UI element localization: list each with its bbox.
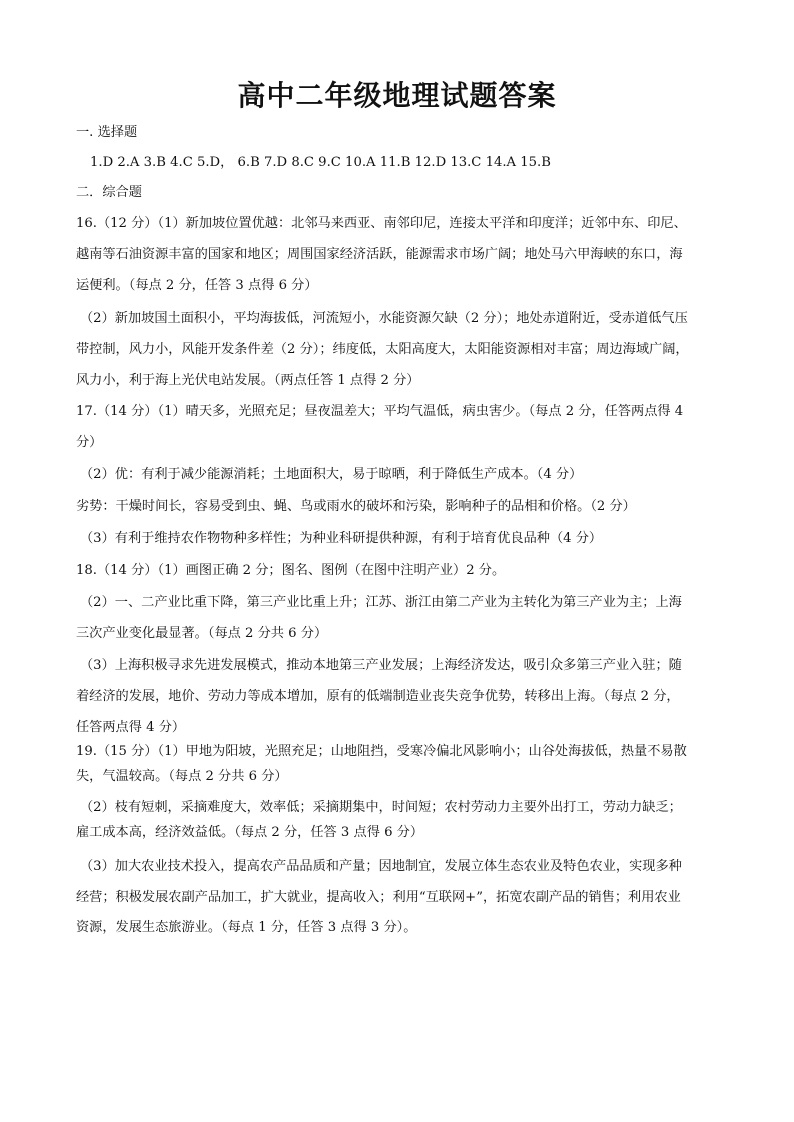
answer-line: （2）一、二产业比重下降，第三产业比重上升；江苏、浙江由第二产业为主转化为第三产业为主；上海 (80, 595, 682, 610)
section-heading-comprehensive: 二．综合题 (76, 185, 142, 200)
answer-line: 着经济的发展，地价、劳动力等成本增加，原有的低端制造业丧失竞争优势，转移出上海。（每点 2 分， (76, 689, 680, 704)
answer-line: 风力小，利于海上光伏电站发展。（两点任答 1 点得 2 分） (76, 373, 420, 388)
answer-line: 18.（14 分）（1）画图正确 2 分；图名、图例（在图中注明产业）2 分。 (76, 563, 506, 578)
answer-line: 运便利。（每点 2 分，任答 3 点得 6 分） (76, 278, 318, 293)
choice-answers: 1.D 2.A 3.B 4.C 5.D， 6.B 7.D 8.C 9.C 10.A 11.B 12.D 13.C 14.A 15.B (90, 155, 551, 170)
answer-line: 劣势：干燥时间长，容易受到虫、蝇、鸟或雨水的破坏和污染，影响种子的品相和价格。（2 分） (76, 499, 636, 514)
answer-line: 经营；积极发展农副产品加工，扩大就业，提高收入；利用“互联网+”，拓宽农副产品的销售；利用农业 (76, 890, 681, 905)
page-title: 高中二年级地理试题答案 (237, 79, 557, 112)
answer-line: （2）优：有利于减少能源消耗；土地面积大，易于晾晒，利于降低生产成本。（4 分） (80, 467, 583, 482)
answer-line: 雇工成本高，经济效益低。（每点 2 分，任答 3 点得 6 分） (76, 825, 424, 840)
answer-line: 越南等石油资源丰富的国家和地区；周围国家经济活跃，能源需求市场广阔；地处马六甲海峡的东口，海 (76, 247, 683, 262)
answer-line: 16.（12 分）（1）新加坡位置优越：北邻马来西亚、南邻印尼，连接太平洋和印度洋；近邻中东、印尼、 (76, 216, 687, 231)
answer-line: （3）加大农业技术投入，提高农产品品质和产量；因地制宜，发展立体生态农业及特色农业，实现多种 (80, 859, 682, 874)
answer-line: 任答两点得 4 分） (76, 720, 186, 735)
answer-line: （3）有利于维持农作物物种多样性；为种业科研提供种源，有利于培育优良品种（4 分） (80, 531, 603, 546)
answer-line: 资源，发展生态旅游业。（每点 1 分，任答 3 点得 3 分）。 (76, 920, 417, 935)
section-heading-choice: 一. 选择题 (76, 125, 138, 140)
answer-line: 三次产业变化最显著。（每点 2 分共 6 分） (76, 626, 328, 641)
answer-line: 分） (76, 435, 103, 450)
answer-line: （2）新加坡国土面积小，平均海拔低，河流短小，水能资源欠缺（2 分）；地处赤道附近，受赤道低气压 (80, 311, 688, 326)
answer-line: （3）上海积极寻求先进发展模式，推动本地第三产业发展；上海经济发达，吸引众多第三产业入驻；随 (80, 658, 682, 673)
answer-line: （2）枝有短刺，采摘难度大，效率低；采摘期集中，时间短；农村劳动力主要外出打工，劳动力缺乏； (80, 800, 682, 815)
answer-line: 失，气温较高。（每点 2 分共 6 分） (76, 769, 288, 784)
answer-line: 19.（15 分）（1）甲地为阳坡，光照充足；山地阻挡，受寒冷偏北风影响小；山谷处海拔低，热量不易散 (76, 744, 687, 759)
answer-line: 17.（14 分）（1）晴天多，光照充足；昼夜温差大；平均气温低，病虫害少。（每点 2 分，任答两点得 4 (76, 404, 684, 419)
answer-line: 带控制，风力小，风能开发条件差（2 分）；纬度低，太阳高度大，太阳能资源相对丰富；周边海域广阔， (76, 342, 689, 357)
